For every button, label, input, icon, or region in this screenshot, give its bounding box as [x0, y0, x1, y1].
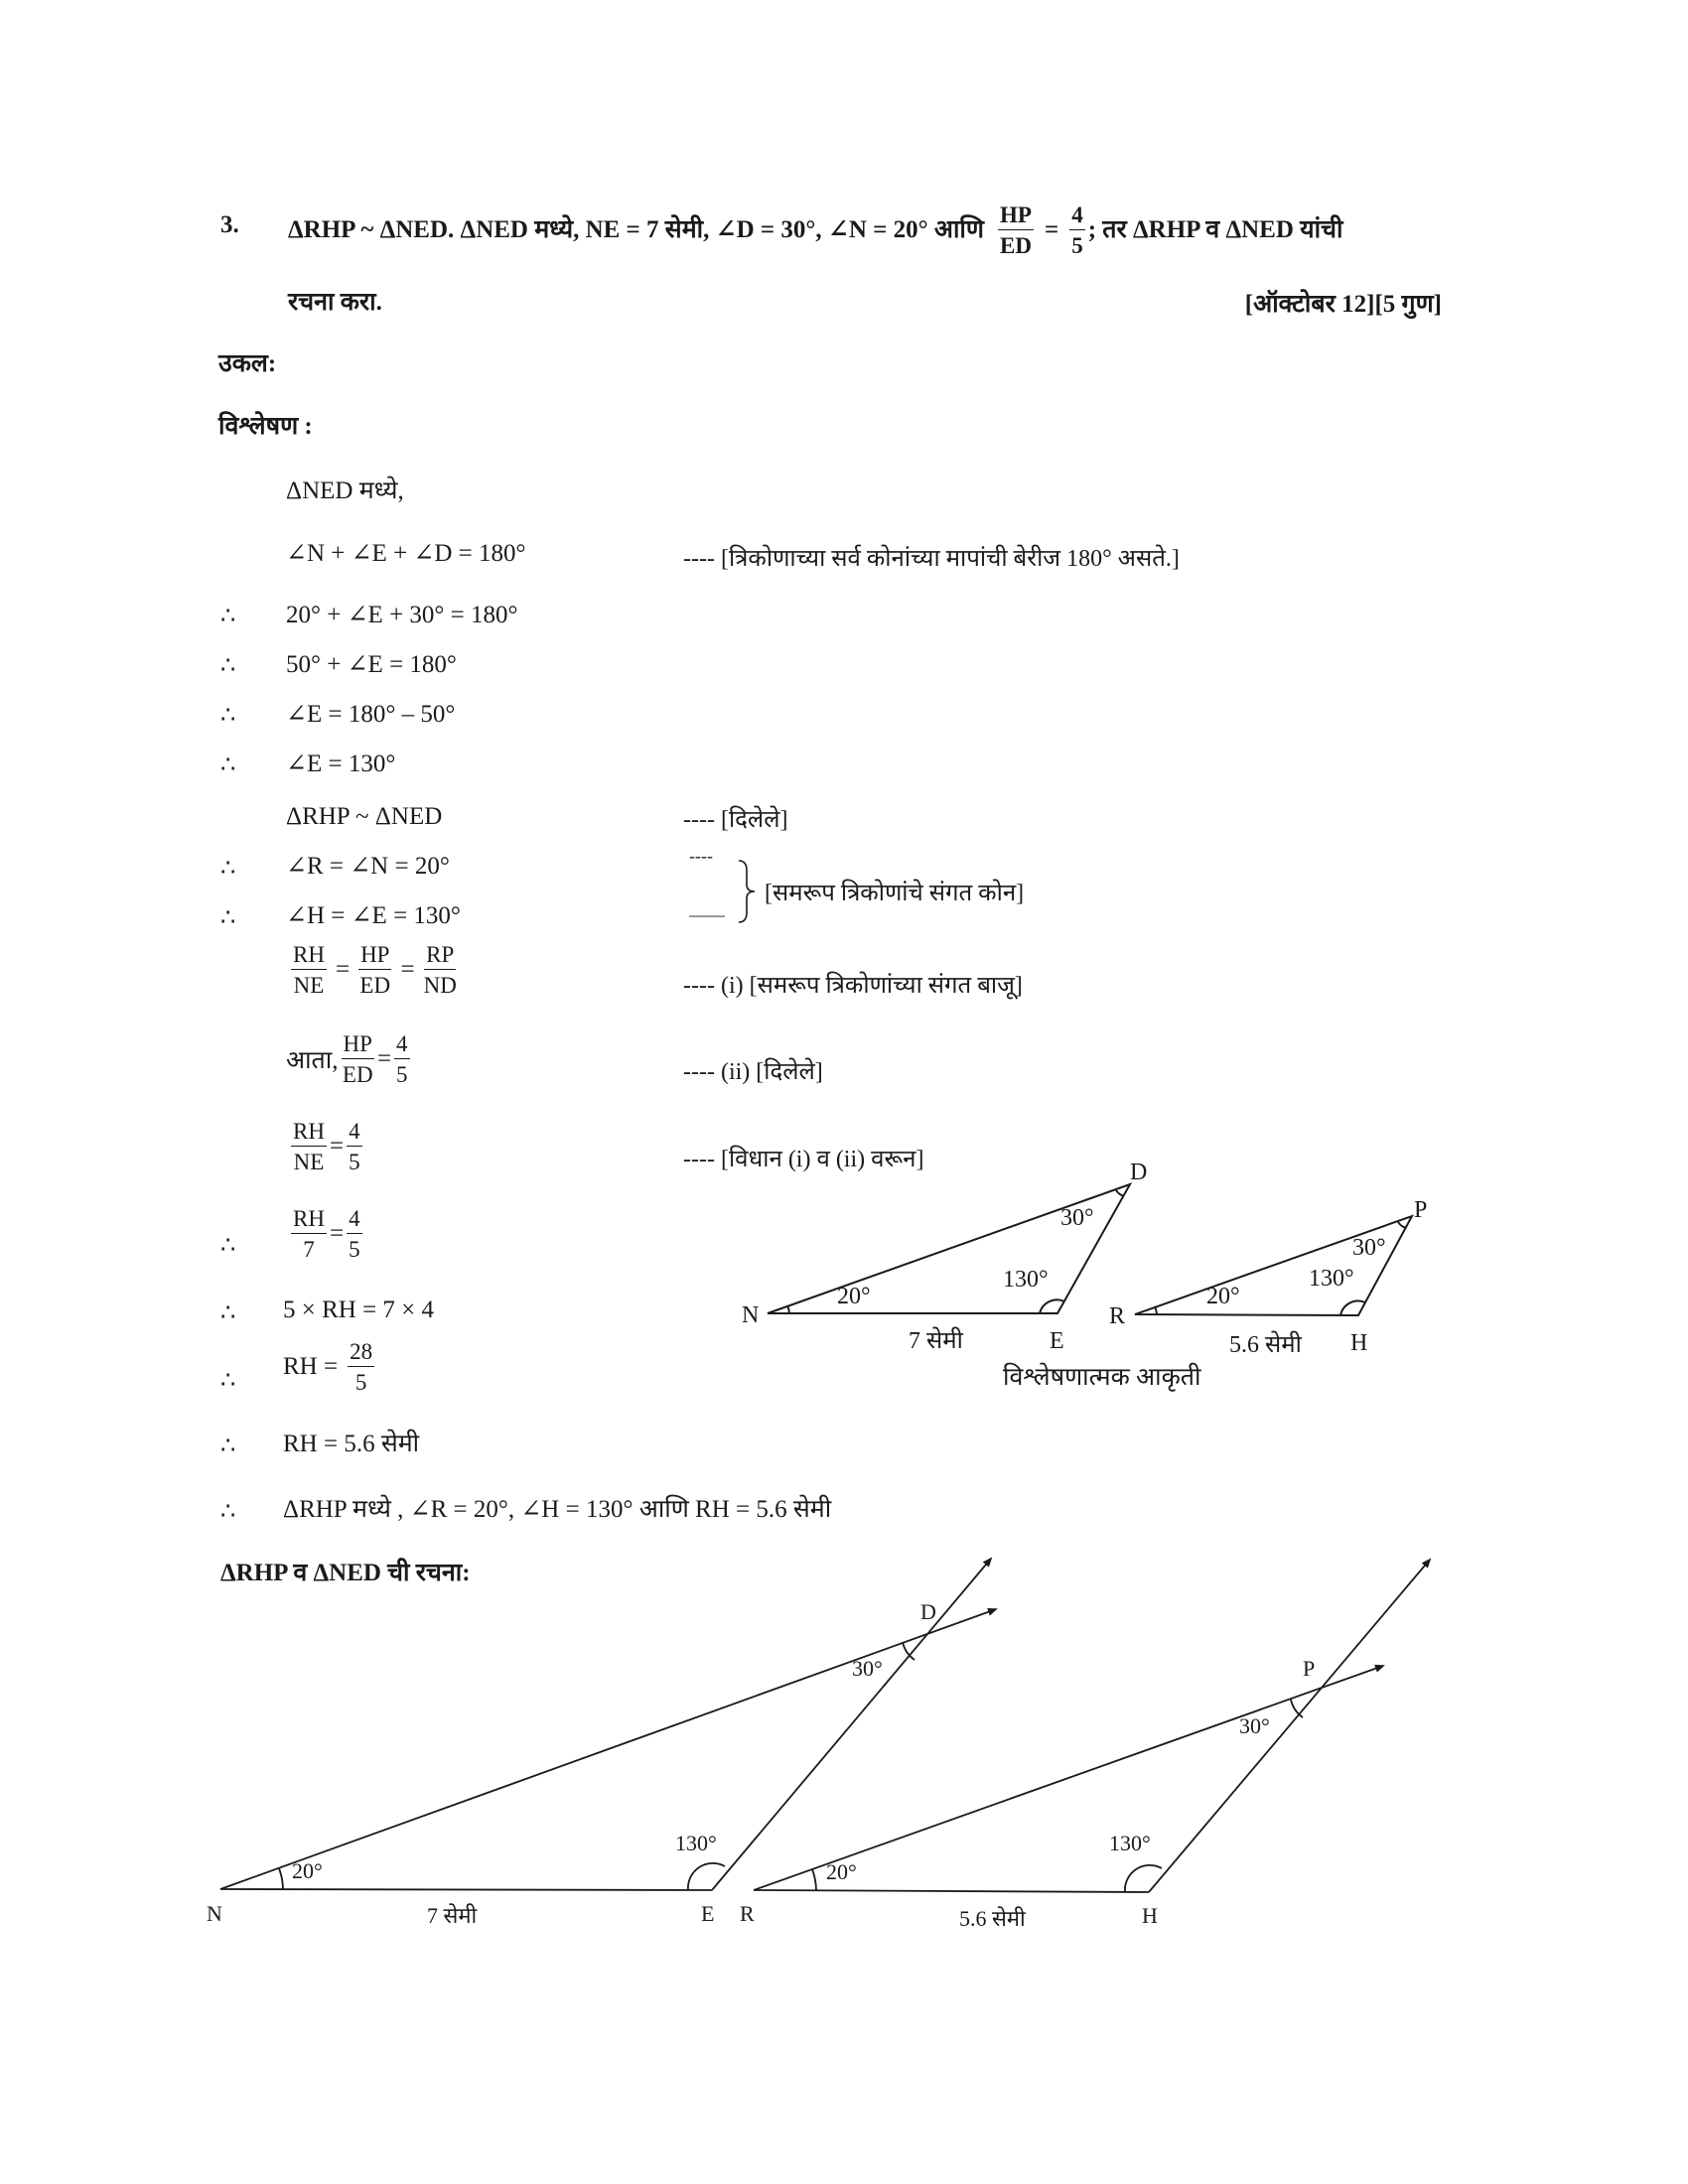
reason-angle-sum: ---- [त्रिकोणाच्या सर्व कोनांच्या मापांची बेरीज 180° असते.]	[683, 546, 1180, 572]
equals-sign: =	[400, 956, 415, 983]
vertex-p-label: P	[1303, 1656, 1316, 1681]
question-number: 3.	[220, 211, 239, 238]
side-rh-label: 5.6 सेमी	[1229, 1332, 1302, 1358]
angle-arc-d	[1116, 1190, 1124, 1196]
fraction-denominator: NE	[293, 973, 325, 998]
vertex-h-label: H	[1142, 1903, 1158, 1928]
vertex-n-label: N	[742, 1302, 760, 1328]
step-rhp-summary: ΔRHP मध्ये , ∠R = 20°, ∠H = 130° आणि RH = 5.6 सेमी	[283, 1496, 832, 1523]
therefore-symbol: ∴	[220, 703, 236, 729]
therefore-symbol: ∴	[220, 856, 236, 882]
vertex-r-label: R	[740, 1901, 755, 1926]
fraction-numerator: 4	[1069, 204, 1085, 230]
reason-from-i-ii: ---- [विधान (i) व (ii) वरून]	[683, 1147, 924, 1172]
step-angle-r: ∠R = ∠N = 20°	[286, 853, 450, 880]
therefore-symbol: ∴	[220, 905, 236, 931]
statement-part2: ; तर ΔRHP व ΔNED यांची	[1087, 216, 1343, 243]
step-angle-sum: ∠N + ∠E + ∠D = 180°	[286, 540, 526, 567]
step-in-ned: ΔNED मध्ये,	[286, 478, 404, 504]
analysis-label: विश्लेषण :	[218, 413, 313, 440]
equals-sign: =	[329, 1220, 345, 1247]
now-prefix: आता,	[286, 1047, 339, 1074]
vertex-r-label: R	[1109, 1303, 1126, 1329]
segment-ne	[220, 1889, 712, 1890]
angle-n-label: 20°	[292, 1858, 323, 1883]
ray-from-e	[712, 1559, 991, 1890]
side-ne-label: 7 सेमी	[427, 1903, 478, 1928]
angle-arc-r	[812, 1869, 816, 1890]
angle-d-label: 30°	[852, 1656, 883, 1681]
angle-e-label: 130°	[1003, 1267, 1049, 1293]
angle-p-label: 30°	[1352, 1235, 1386, 1261]
fraction-numerator: HP	[358, 943, 391, 970]
fraction-denominator: NE	[293, 1150, 325, 1174]
vertex-d-label: D	[1130, 1160, 1148, 1185]
therefore-symbol: ∴	[220, 1300, 236, 1326]
solution-label: उकल:	[218, 350, 277, 377]
angle-arc-n	[279, 1868, 283, 1889]
fraction-numerator: RH	[291, 943, 327, 970]
therefore-symbol: ∴	[220, 752, 236, 778]
reason-given: ---- [दिलेले]	[683, 807, 788, 833]
fraction-numerator: 4	[347, 1120, 362, 1147]
fraction-denominator: 5	[354, 1370, 367, 1395]
dash-marker: ----	[689, 846, 713, 866]
step-rh-value: RH = 5.6 सेमी	[283, 1431, 420, 1457]
vertex-e-label: E	[1050, 1328, 1064, 1354]
step-substitute: 20° + ∠E + 30° = 180°	[286, 602, 518, 628]
angle-arc-p	[1291, 1700, 1303, 1717]
fraction-numerator: RH	[291, 1207, 327, 1234]
angle-h-label: 130°	[1109, 1831, 1151, 1855]
fraction-denominator: 5	[349, 1150, 360, 1174]
analysis-figure-caption: विश्लेषणात्मक आकृती	[1003, 1364, 1201, 1391]
therefore-symbol: ∴	[220, 604, 236, 629]
equals-sign: =	[376, 1045, 392, 1072]
vertex-n-label: N	[207, 1901, 222, 1926]
angle-arc-e	[688, 1863, 725, 1890]
therefore-symbol: ∴	[220, 1368, 236, 1394]
therefore-symbol: ∴	[220, 1499, 236, 1525]
fraction-denominator: ED	[999, 233, 1032, 258]
step-cross-multiply: 5 × RH = 7 × 4	[283, 1297, 435, 1323]
dash-marker: ____	[689, 898, 725, 918]
fraction-numerator: 4	[394, 1032, 410, 1059]
therefore-symbol: ∴	[220, 1233, 236, 1259]
angle-arc-h	[1125, 1865, 1162, 1892]
vertex-e-label: E	[701, 1901, 715, 1926]
rh-prefix: RH =	[283, 1353, 339, 1380]
angle-arc-p	[1398, 1222, 1406, 1228]
fraction-denominator: 7	[303, 1237, 315, 1262]
fraction-numerator: RH	[291, 1120, 327, 1147]
construction-figure	[0, 1489, 1688, 1966]
therefore-symbol: ∴	[220, 653, 236, 679]
ray-from-n	[220, 1609, 996, 1889]
triangle-rhp	[1135, 1216, 1412, 1315]
side-ne-label: 7 सेमी	[909, 1328, 963, 1354]
reason-given-ii: ---- (ii) [दिलेले]	[683, 1059, 823, 1085]
fraction-numerator: 28	[348, 1340, 374, 1367]
fraction-denominator: 5	[1071, 233, 1083, 258]
fraction-denominator: 5	[349, 1237, 360, 1262]
segment-rh	[754, 1890, 1149, 1892]
vertex-d-label: D	[920, 1599, 936, 1624]
reason-corresponding-sides: ---- (i) [समरूप त्रिकोणांच्या संगत बाजू]	[683, 973, 1023, 999]
fraction-denominator: ED	[342, 1062, 373, 1087]
step-similarity: ΔRHP ~ ΔNED	[286, 803, 443, 830]
reason-corresponding-angles: [समरूप त्रिकोणांचे संगत कोन]	[765, 881, 1025, 906]
step-isolate-e: ∠E = 180° – 50°	[286, 701, 456, 728]
equals-sign: =	[1044, 216, 1059, 243]
fraction-numerator: HP	[998, 204, 1034, 230]
angle-r-label: 20°	[826, 1859, 857, 1884]
fraction-denominator: ND	[423, 973, 457, 998]
fraction-numerator: 4	[347, 1207, 362, 1234]
step-angle-e: ∠E = 130°	[286, 751, 396, 777]
equals-sign: =	[335, 956, 351, 983]
question-source: [ऑक्टोबर 12][5 गुण]	[1244, 291, 1442, 318]
ray-from-h	[1149, 1560, 1430, 1892]
fraction-numerator: RP	[424, 943, 456, 970]
angle-d-label: 30°	[1060, 1205, 1094, 1231]
triangle-ned	[768, 1184, 1130, 1313]
ray-from-r	[754, 1666, 1383, 1890]
angle-n-label: 20°	[837, 1284, 871, 1309]
angle-r-label: 20°	[1206, 1284, 1240, 1309]
vertex-p-label: P	[1414, 1197, 1428, 1223]
angle-e-label: 130°	[675, 1831, 717, 1855]
angle-h-label: 130°	[1309, 1266, 1354, 1292]
vertex-h-label: H	[1350, 1330, 1368, 1356]
statement-part1: ΔRHP ~ ΔNED. ΔNED मध्ये, NE = 7 सेमी, ∠D = 30°, ∠N = 20° आणि	[288, 216, 984, 243]
fraction-denominator: 5	[396, 1062, 408, 1087]
angle-p-label: 30°	[1239, 1713, 1270, 1738]
statement-line2: रचना करा.	[288, 289, 382, 316]
step-simplify: 50° + ∠E = 180°	[286, 651, 457, 678]
side-rh-label: 5.6 सेमी	[959, 1906, 1026, 1931]
step-angle-h: ∠H = ∠E = 130°	[286, 902, 461, 929]
construction-heading: ΔRHP व ΔNED ची रचना:	[220, 1560, 471, 1586]
fraction-denominator: ED	[359, 973, 391, 998]
therefore-symbol: ∴	[220, 1433, 236, 1459]
fraction-numerator: HP	[342, 1032, 374, 1059]
equals-sign: =	[329, 1133, 345, 1160]
